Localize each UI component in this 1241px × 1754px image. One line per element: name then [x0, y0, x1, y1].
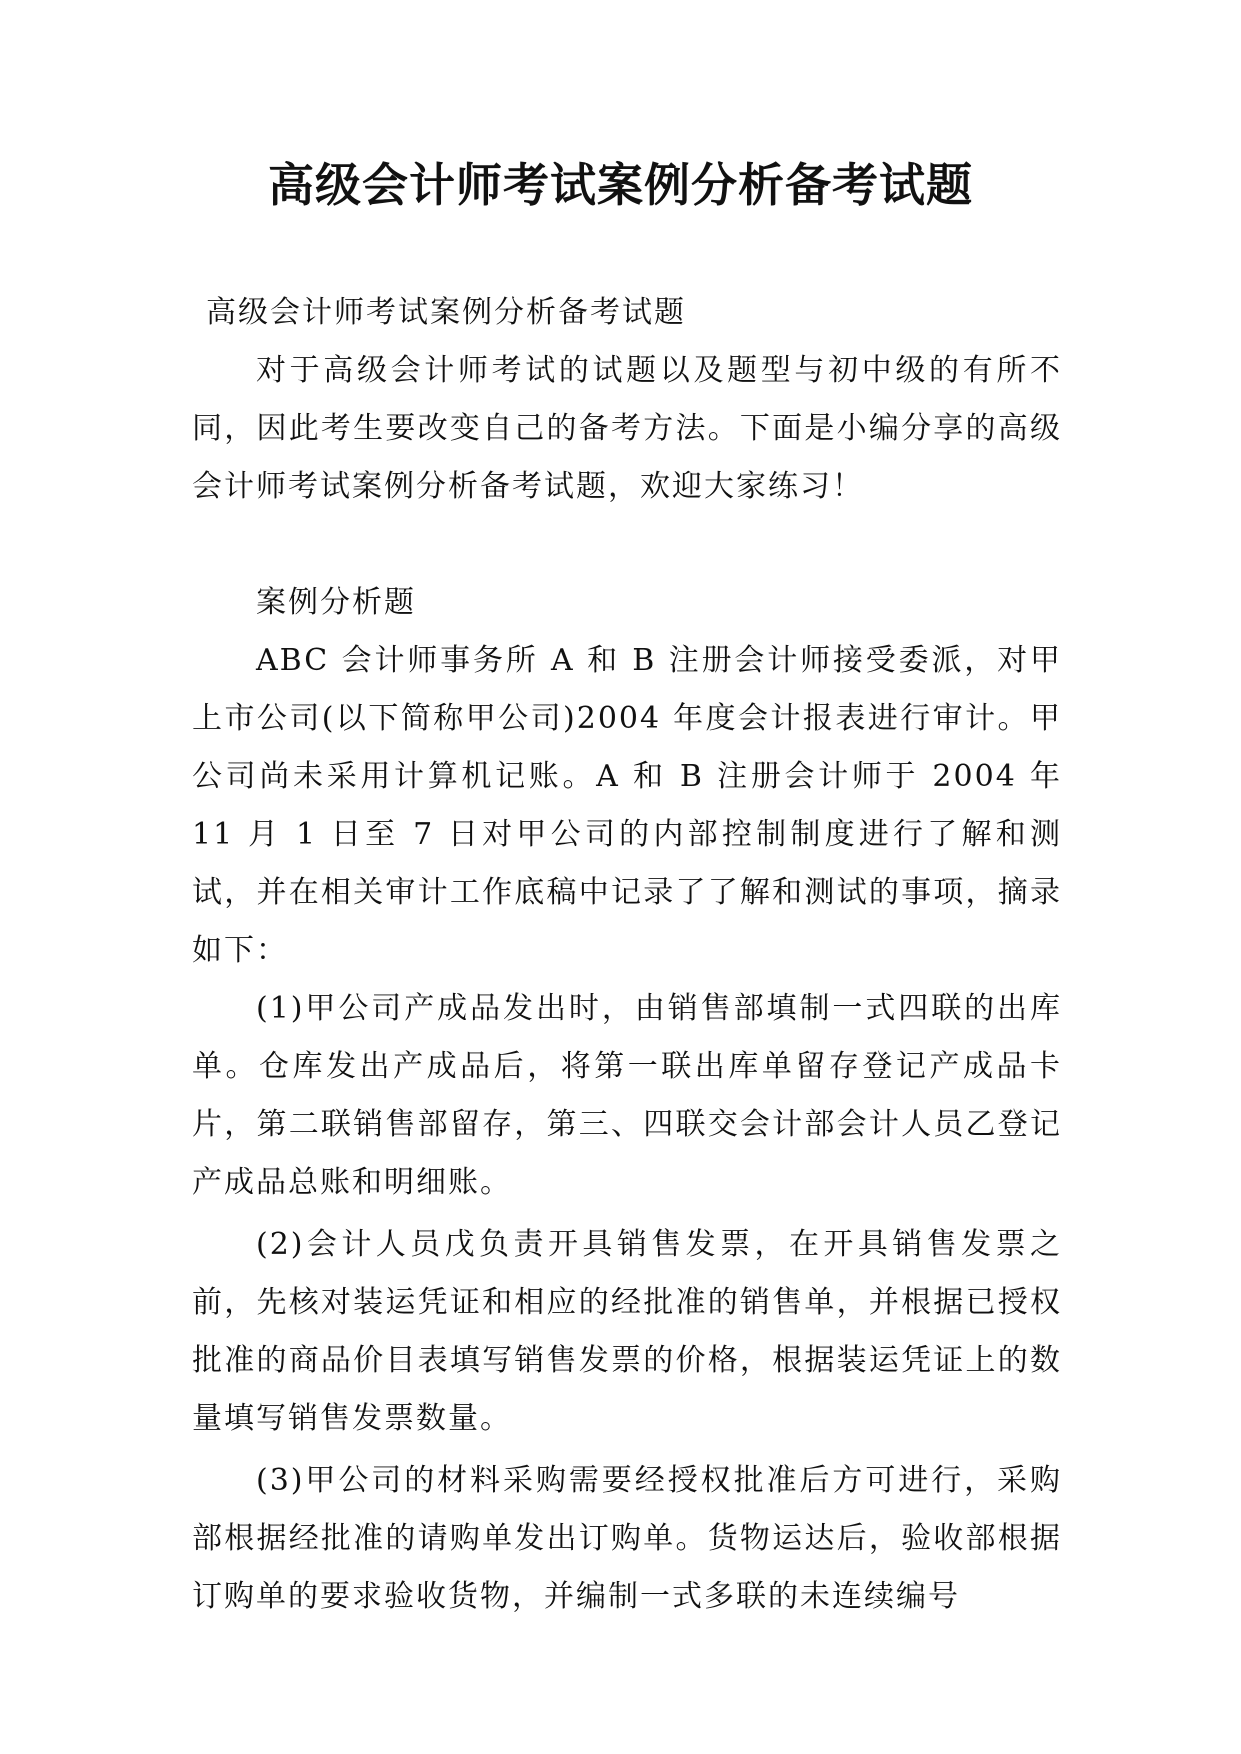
document-body: [192, 284, 1062, 1626]
case-paragraph: ABC 会计师事务所 A 和 B 注册会计师接受委派，对甲上市公司(以下简称甲公司)2004 年度会计报表进行审计。甲公司尚未采用计算机记账。A 和 B 注册会计师于 2004 年 11 月 1 日至 7 日对甲公司的内部控制制度进行了解和测试，并在相关审计工作底稿中记录了了解和测试的事项，摘录如下：: [192, 643, 1062, 968]
case-item-1: (1)甲公司产成品发出时，由销售部填制一式四联的出库单。仓库发出产成品后，将第一联出库单留存登记产成品卡片，第二联销售部留存，第三、四联交会计部会计人员乙登记产成品总账和明细账。: [192, 991, 1062, 1200]
section-heading: 案例分析题: [256, 585, 416, 620]
case-item-2: (2)会计人员戊负责开具销售发票，在开具销售发票之前，先核对装运凭证和相应的经批准的销售单，并根据已授权批准的商品价目表填写销售发票的价格，根据装运凭证上的数量填写销售发票数量。: [192, 1227, 1062, 1436]
intro-paragraph: 对于高级会计师考试的试题以及题型与初中级的有所不同，因此考生要改变自己的备考方法。下面是小编分享的高级会计师考试案例分析备考试题，欢迎大家练习！: [192, 353, 1062, 504]
document-subtitle: 高级会计师考试案例分析备考试题: [206, 295, 686, 330]
document-title: 高级会计师考试案例分析备考试题: [268, 158, 973, 212]
case-item-3: (3)甲公司的材料采购需要经授权批准后方可进行，采购部根据经批准的请购单发出订购单。货物运达后，验收部根据订购单的要求验收货物，并编制一式多联的未连续编号: [192, 1463, 1062, 1614]
